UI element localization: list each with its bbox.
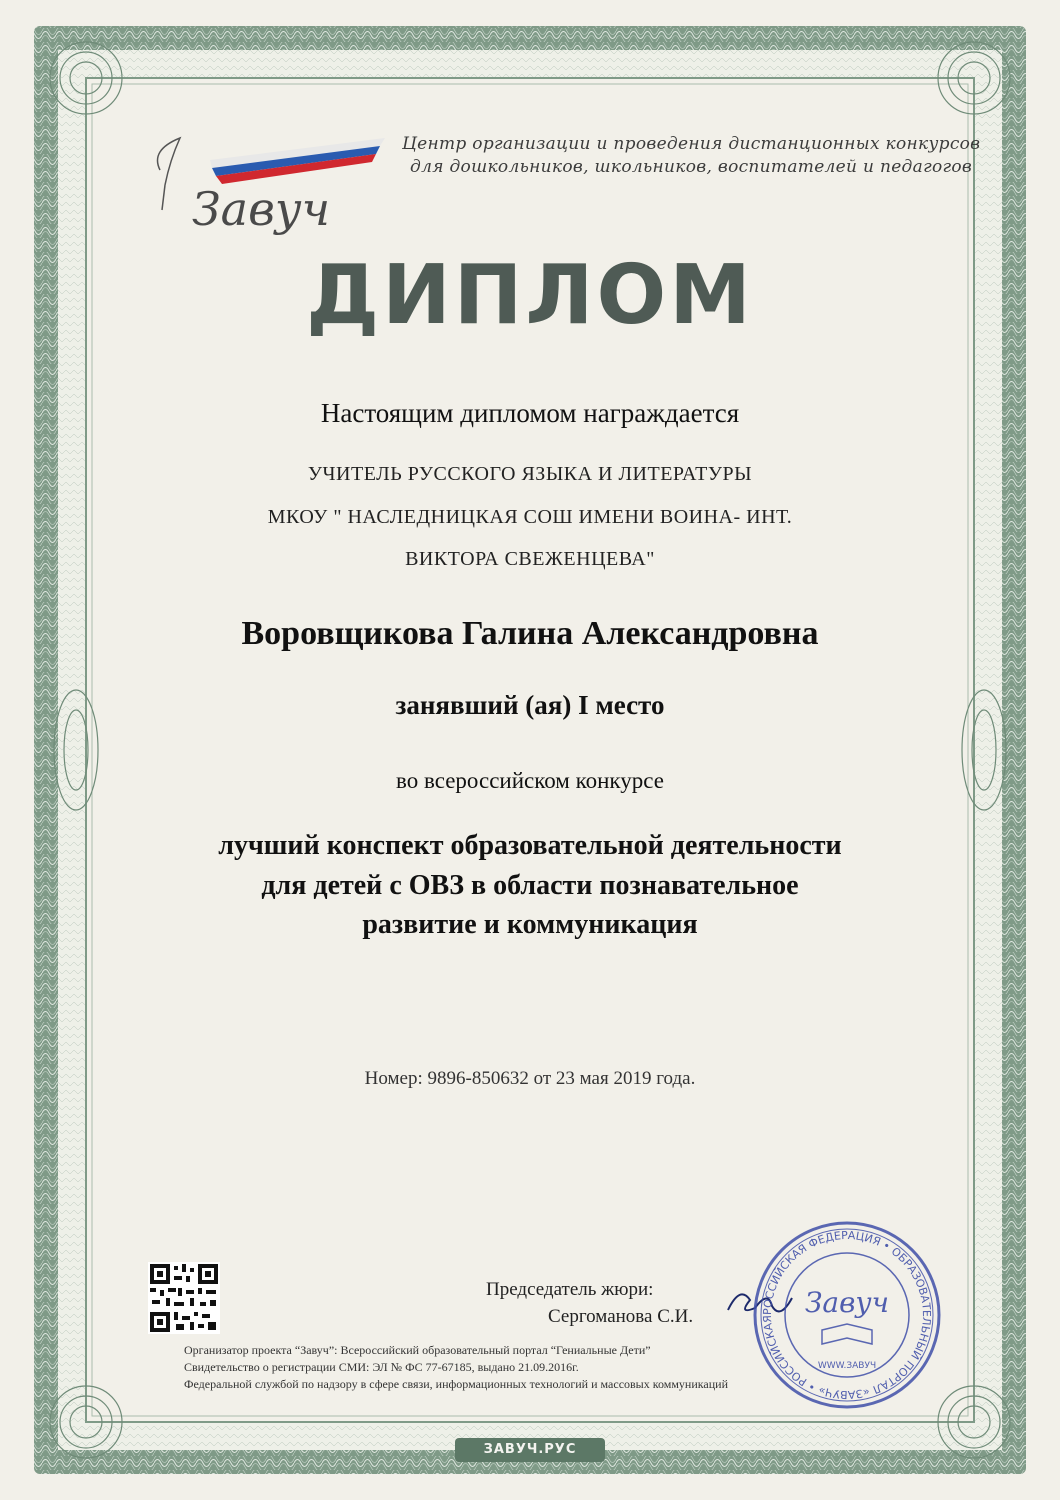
place-text: занявший (ая) I место xyxy=(395,690,665,720)
footer-line-3: Федеральной службой по надзору в сфере связи, информационных технологий и массовых коммуникаций xyxy=(184,1377,729,1391)
contest-intro: во всероссийском конкурсе xyxy=(396,768,664,793)
jury-name: Сергоманова С.И. xyxy=(548,1306,694,1327)
site-label: ЗАВУЧ.РУС xyxy=(483,1442,577,1457)
awarded-text: Настоящим дипломом награждается xyxy=(320,398,740,428)
diploma-number: Номер: 9896-850632 от 23 мая 2019 года. xyxy=(364,1068,696,1089)
contest-line-1: лучший конспект образовательной деятельности xyxy=(218,830,842,861)
stamp-small-text: WWW.ЗАВУЧ xyxy=(817,1361,877,1371)
contest-line-3: развитие и коммуникация xyxy=(362,909,698,940)
position-line-1: УЧИТЕЛЬ РУССКОГО ЯЗЫКА И ЛИТЕРАТУРЫ xyxy=(307,463,753,485)
qr-code xyxy=(148,1262,220,1334)
official-stamp xyxy=(752,1220,942,1410)
logo xyxy=(140,130,400,250)
logo-script: Завуч xyxy=(192,182,331,236)
position-line-2: МКОУ " НАСЛЕДНИЦКАЯ СОШ ИМЕНИ ВОИНА- ИНТ. xyxy=(267,506,793,528)
logo-tagline-2: для дошкольников, школьников, воспитателей и педагогов xyxy=(410,157,973,177)
stamp-inner-text: Завуч xyxy=(804,1286,890,1319)
contest-line-2: для детей с ОВЗ в области познавательное xyxy=(261,870,799,901)
recipient-name: Воровщикова Галина Александровна xyxy=(241,615,819,652)
logo-tagline-1: Центр организации и проведения дистанционных конкурсов xyxy=(402,134,981,154)
footer-line-1: Организатор проекта “Завуч”: Всероссийский образовательный портал “Гениальные Дети” xyxy=(184,1343,651,1357)
position-line-3: ВИКТОРА СВЕЖЕНЦЕВА" xyxy=(405,548,655,570)
jury-label: Председатель жюри: xyxy=(486,1279,654,1300)
footer-line-2: Свидетельство о регистрации СМИ: ЭЛ № ФС 77-67185, выдано 21.09.2016г. xyxy=(184,1360,579,1374)
document-title: ДИПЛОМ xyxy=(306,248,754,343)
stamp-outer-text: РОССИЙСКАЯ ФЕДЕРАЦИЯ • ОБРАЗОВАТЕЛЬНЫЙ ПОРТАЛ «ЗАВУЧ» • РОССИЙСКАЯ xyxy=(760,1228,934,1402)
